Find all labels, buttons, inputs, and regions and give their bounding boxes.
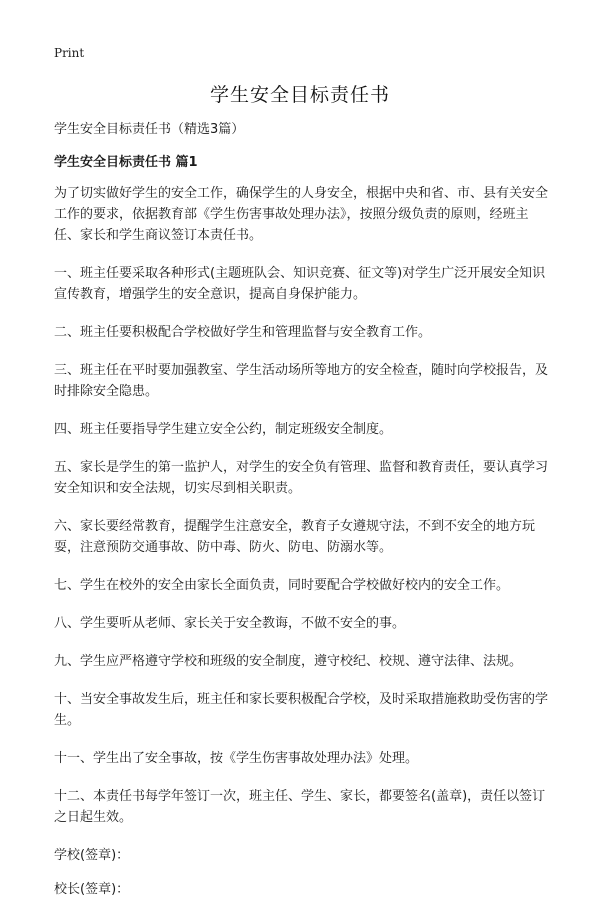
clause-6: 六、家长要经常教育，提醒学生注意安全，教育子女遵规守法，不到不安全的地方玩耍，注意预防交通事故、防中毒、防火、防电、防溺水等。 bbox=[54, 519, 536, 555]
clause-9: 九、学生应严格遵守学校和班级的安全制度，遵守校纪、校规、遵守法律、法规。 bbox=[54, 654, 523, 669]
clause-4: 四、班主任要指导学生建立安全公约，制定班级安全制度。 bbox=[54, 422, 393, 437]
section-heading: 学生安全目标责任书 篇1 bbox=[54, 155, 198, 170]
clause-5: 五、家长是学生的第一监护人，对学生的安全负有管理、监督和教育责任，要认真学习安全知识和安全法规，切实尽到相关职责。 bbox=[54, 460, 549, 496]
clause-3: 三、班主任在平时要加强教室、学生活动场所等地方的安全检查，随时向学校报告，及时排除安全隐患。 bbox=[54, 363, 549, 399]
paragraph-intro: 为了切实做好学生的安全工作，确保学生的人身安全，根据中央和省、市、县有关安全工作的要求，依据教育部《学生伤害事故处理办法》，按照分级负责的原则，经班主任、家长和学生商议签订本责任书。 bbox=[54, 186, 549, 243]
document-body bbox=[54, 119, 554, 913]
principal-signature-line: 校长(签章)： bbox=[54, 882, 130, 897]
print-link[interactable]: Print bbox=[54, 46, 85, 60]
document-subtitle: 学生安全目标责任书（精选3篇） bbox=[54, 122, 245, 137]
clause-11: 十一、学生出了安全事故，按《学生伤害事故处理办法》处理。 bbox=[54, 751, 419, 766]
clause-8: 八、学生要听从老师、家长关于安全教诲，不做不安全的事。 bbox=[54, 616, 406, 631]
clause-10: 十、当安全事故发生后，班主任和家长要积极配合学校，及时采取措施救助受伤害的学生。 bbox=[54, 692, 549, 728]
clause-7: 七、学生在校外的安全由家长全面负责，同时要配合学校做好校内的安全工作。 bbox=[54, 578, 510, 593]
school-signature-line: 学校(签章)： bbox=[54, 848, 130, 863]
clause-12: 十二、本责任书每学年签订一次，班主任、学生、家长，都要签名(盖章)，责任以签订之日起生效。 bbox=[54, 789, 546, 825]
document-title: 学生安全目标责任书 bbox=[209, 84, 390, 106]
clause-1: 一、班主任要采取各种形式(主题班队会、知识竞赛、征文等)对学生广泛开展安全知识宣传教育，增强学生的安全意识，提高自身保护能力。 bbox=[54, 266, 546, 302]
clause-2: 二、班主任要积极配合学校做好学生和管理监督与安全教育工作。 bbox=[54, 325, 432, 340]
